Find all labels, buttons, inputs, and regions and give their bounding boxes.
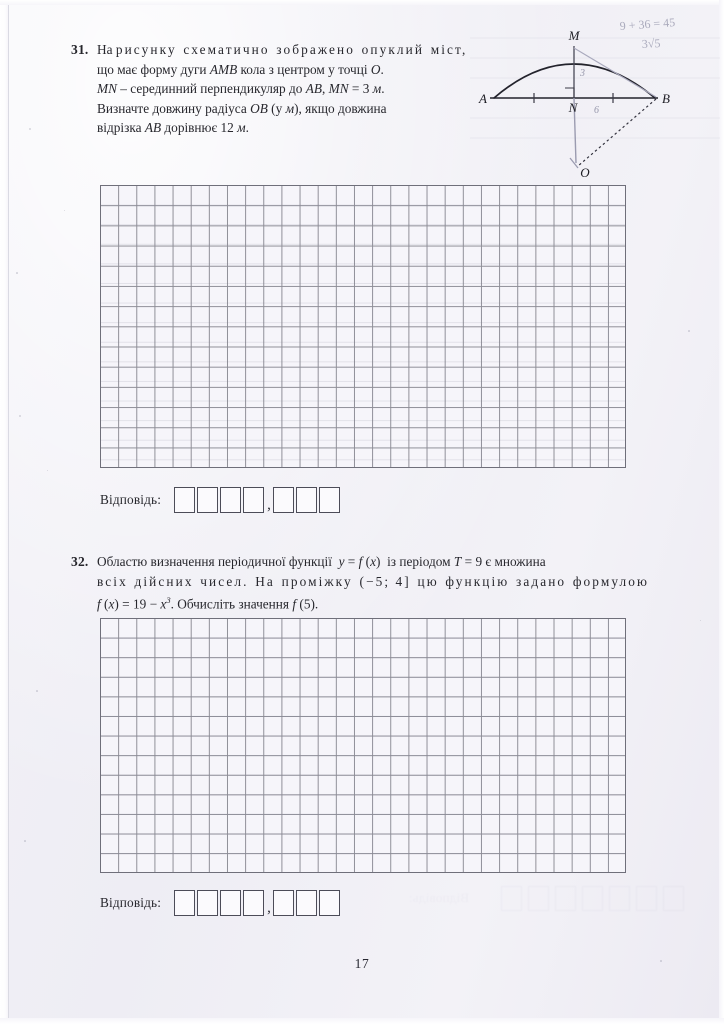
paper-speck <box>19 415 21 417</box>
point-O-mark <box>570 158 578 168</box>
ghost-label: Відповідь: <box>408 890 469 906</box>
question-32 <box>71 552 651 614</box>
answer-cell[interactable] <box>243 890 264 916</box>
answer-cell[interactable] <box>273 487 294 513</box>
scan-edge-left <box>0 0 9 1024</box>
paper-speck <box>29 128 31 130</box>
answer-boxes-32 <box>174 890 342 916</box>
answer-boxes-31 <box>174 487 342 513</box>
answer-cell[interactable] <box>296 487 317 513</box>
question-32-line-1: Областю визначення періодичної функції y = f (x) із періодом T = 9 є множина <box>97 554 546 569</box>
ghost-cell <box>582 886 603 911</box>
ghost-cell <box>636 886 657 911</box>
figure-label-O: O <box>580 165 590 180</box>
figure-measure-halfchord: 6 <box>594 105 599 116</box>
paper-speck <box>24 840 26 842</box>
question-31-line-1: На рисунку схематично зображено опуклий міст, <box>97 42 468 57</box>
handwritten-line-1: 9 + 36 = 45 <box>619 15 676 33</box>
answer-cell[interactable] <box>220 890 241 916</box>
paper-speck <box>64 210 65 211</box>
paper-speck <box>16 272 18 274</box>
page-number: 17 <box>354 956 370 971</box>
paper-speck <box>688 330 690 332</box>
answer-cell[interactable] <box>319 487 340 513</box>
question-32-number: 32. <box>71 554 89 569</box>
figure-measure-height: 3 <box>580 68 585 79</box>
question-31-line-2: що має форму дуги AMB кола з центром у точці O. <box>97 61 384 77</box>
answer-cell[interactable] <box>319 890 340 916</box>
answer-cell[interactable] <box>174 487 195 513</box>
answer-cell[interactable] <box>220 487 241 513</box>
segment-OB-dashed <box>578 99 656 166</box>
ghost-cell <box>663 886 684 911</box>
question-32-text <box>97 552 651 614</box>
ghost-cell <box>528 886 549 911</box>
question-31-number: 31. <box>71 42 89 57</box>
question-31-text <box>97 40 467 138</box>
figure-label-M: M <box>568 28 580 43</box>
right-angle-marker-N <box>565 88 574 98</box>
answer-decimal-separator: , <box>267 497 271 513</box>
handwritten-working <box>619 15 675 51</box>
scan-edge-bottom <box>0 1018 724 1024</box>
reverse-side-bleed-through <box>404 886 684 916</box>
convex-bridge-arc-diagram <box>470 8 720 188</box>
scan-edge-top <box>0 0 724 5</box>
answer-row-question-31 <box>100 487 342 513</box>
question-32-line-3: f $(x) = 19 - x^3$. Обчисліть значення f (5). <box>97 595 319 612</box>
segment-MB <box>574 48 656 97</box>
ghost-cell <box>609 886 630 911</box>
answer-label-31: Відповідь: <box>100 492 162 507</box>
answer-cell[interactable] <box>174 890 195 916</box>
answer-cell[interactable] <box>197 487 218 513</box>
figure-label-B: B <box>662 91 670 106</box>
paper-speck <box>700 620 701 621</box>
question-32-line-2: всіх дійсних чисел. На проміжку (−5; 4] цю функцію задано формулою <box>97 573 650 589</box>
ghost-cell <box>501 886 522 911</box>
ghost-cell <box>555 886 576 911</box>
handwritten-line-2: 3√5 <box>641 36 661 51</box>
question-31-line-3: MN – серединний перпендикуляр до AB, MN = 3 м. <box>97 81 385 97</box>
work-grid-question-31 <box>100 185 626 468</box>
work-grid-question-32 <box>100 618 626 873</box>
work-grid-border <box>100 185 626 468</box>
answer-row-question-32 <box>100 890 342 916</box>
figure-label-A: A <box>479 91 487 106</box>
question-31-line-5: відрізка AB дорівнює 12 м. <box>97 120 249 136</box>
question-31 <box>71 40 491 138</box>
paper-speck <box>47 470 48 471</box>
answer-cell[interactable] <box>296 890 317 916</box>
answer-decimal-separator: , <box>267 900 271 916</box>
answer-cell[interactable] <box>197 890 218 916</box>
answer-label-32: Відповідь: <box>100 895 162 910</box>
figure-label-N: N <box>568 100 578 115</box>
question-31-line-4: Визначте довжину радіуса OB (у м), якщо довжина <box>97 100 387 116</box>
work-grid-border <box>100 618 626 873</box>
answer-cell[interactable] <box>273 890 294 916</box>
paper-speck <box>36 690 38 692</box>
answer-cell[interactable] <box>243 487 264 513</box>
